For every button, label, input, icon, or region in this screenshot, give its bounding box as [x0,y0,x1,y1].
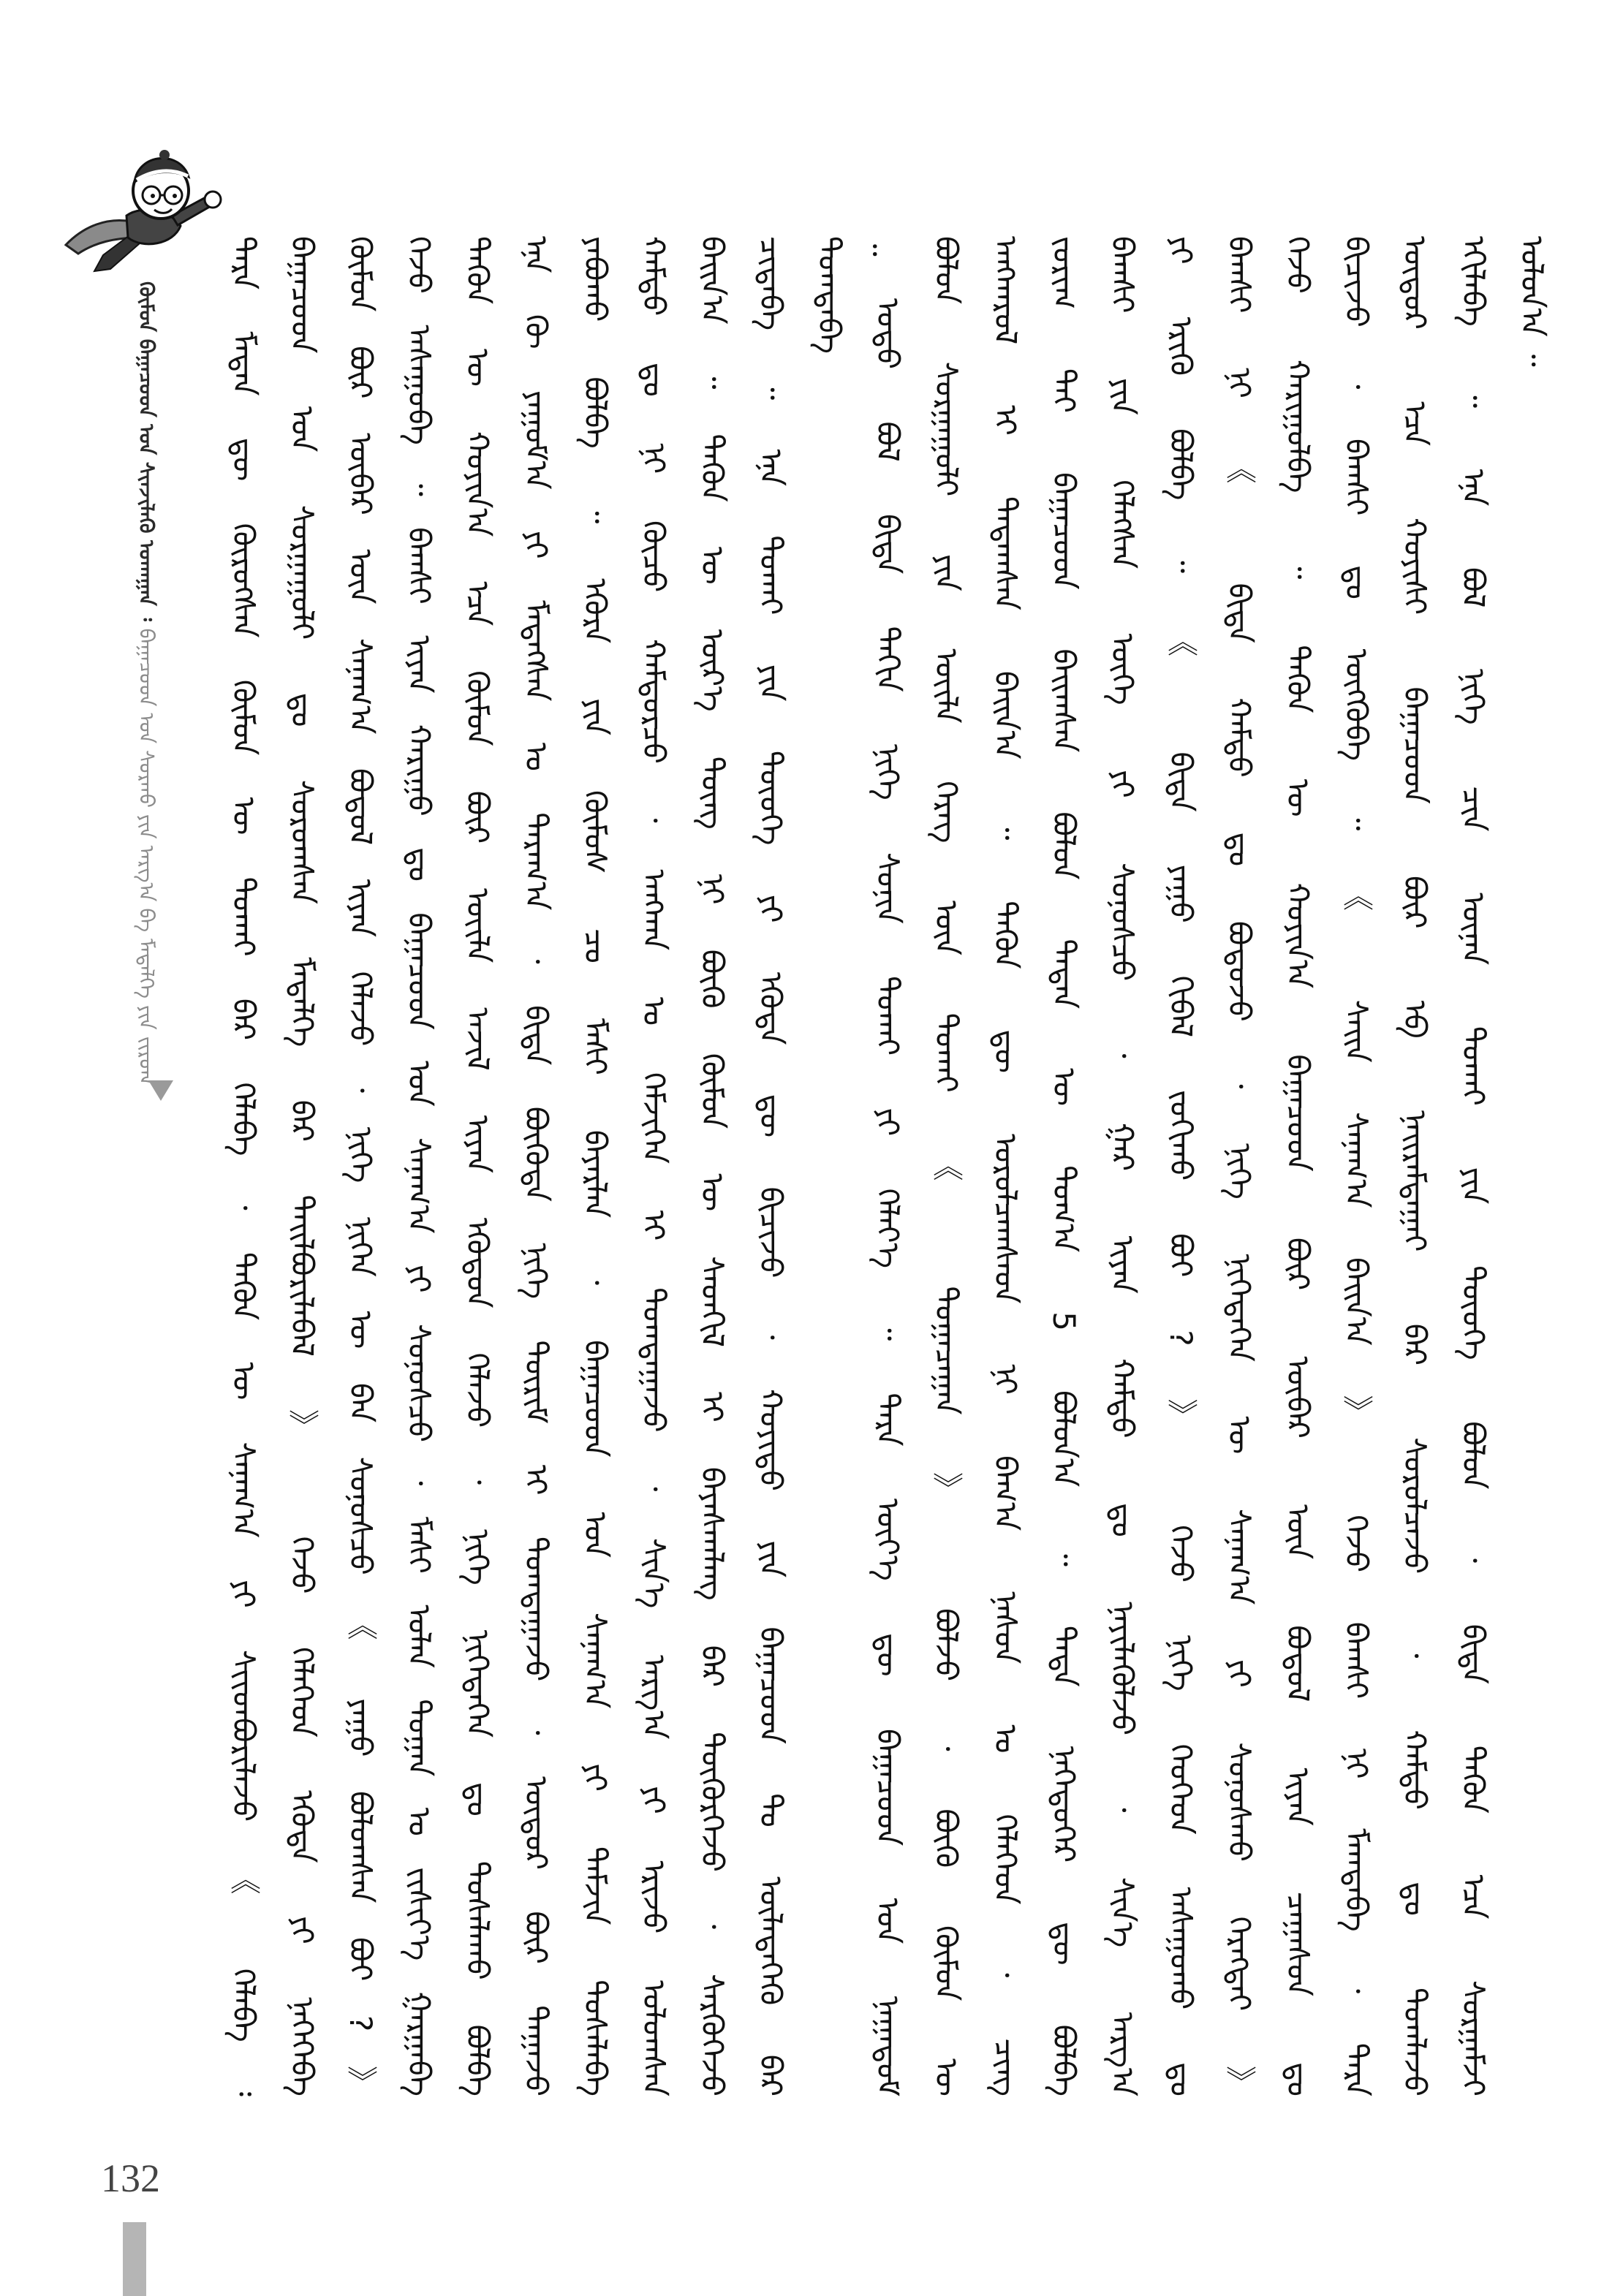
text-column: ᠲᠡᠭᠦᠨ ᠦ ᠬᠣᠶᠢᠨ᠎ᠠ ᠡᠴᠡ ᠬᠦᠮᠦᠨ ᠪᠦᠷ ᠦᠢᠯᠡ ᠠᠵᠢᠯ ᠢᠶᠠᠨ ᠡᠭᠦᠳᠦᠨ ᠬᠡᠯᠡᠵᠦ ᠂ ᠨᠢᠭᠡ ᠨᠢᠭᠡᠳᠡᠭᠡᠨ ᠳᠤ ᠲᠤᠰᠠᠯᠠᠬᠤ ᠪᠣᠯᠪᠠ [460,236,496,2096]
text-column: ᠭᠡᠵᠦ ᠠᠰᠠᠭᠤᠪᠠ ᠃ ᠪᠠᠭᠰᠢ ᠢᠶᠠᠨ ᠬᠠᠷᠢᠭᠤ ᠳᠤ ᠪᠠᠭᠠᠴᠤᠳ ᠤᠨ ᠰᠠᠨᠠᠭ᠎ᠠ ᠶᠢ ᠰᠣᠨᠣᠰᠴᠤ ᠂ ᠮᠠᠰᠢ ᠣᠯᠠᠨ ᠲᠣᠭᠠᠨ ᠤ ᠵᠢᠱᠢᠶ᠎ᠡ ᠭᠠᠷᠭᠠᠪᠠ [401,236,437,2096]
text-column: ᠬᠠᠮᠲᠤ ᠳᠤ ᠨᠢ ᠬᠦᠴᠦ ᠬᠠᠮᠲᠤᠷᠴᠤ ᠂ ᠠᠩᠬᠠᠨ ᠤ ᠬᠡᠮᠵᠢᠭᠡᠨ ᠢ ᠲᠣᠭᠲᠠᠭᠠᠵᠤ ᠂ ᠰᠢᠨ᠎ᠡ ᠠᠷᠭ᠎ᠠ ᠶᠢ ᠡᠷᠢᠵᠦ ᠣᠯᠤᠭᠰᠠᠨ [636,236,672,2096]
text-column-paragraph-start: ᠣᠳᠣ ᠪᠣᠯ ᠪᠢᠳᠡ ᠳᠠᠬᠢᠨ ᠨᠢᠭᠡ ᠰᠣᠨᠢᠨ ᠲᠤᠬᠠᠢ ᠶᠢ ᠬᠡᠯᠡᠶ᠎ᠡ ᠃ ᠲᠡᠷᠡ ᠦᠶ᠎ᠡ ᠳᠦ ᠪᠠᠭᠠᠴᠤᠳ ᠤᠨ ᠨᠠᠭᠠᠳᠤᠮ [870,298,906,2096]
triangle-marker-icon [148,1080,173,1101]
boy-head [133,150,189,219]
text-column: ᠪᠣᠯᠤᠨ ᠰᠤᠷᠭᠠᠭᠤᠯᠢ ᠶᠢᠨ ᠦᠢᠯᠡ ᠬᠡᠷᠡᠭ ᠦᠨ ᠲᠤᠬᠠᠢ 《 ᠲᠣᠭᠠᠴᠠᠭᠠᠨ 》 ᠪᠣᠯᠵᠤ ᠂ ᠪᠦᠬᠦ ᠬᠦᠮᠦᠨ ᠦ [928,236,964,2096]
text-column: ᠵᠣᠷᠢᠭ ᠲᠠᠢ ᠪᠠᠭᠠᠴᠤᠳ ᠪᠠᠢᠭᠰᠠᠨ ᠪᠣᠯᠤᠨ ᠲᠡᠳᠡᠨ ᠦ ᠲᠣᠭ᠎ᠠ 5 ᠪᠣᠯᠤᠨ᠎ᠠ ᠃ ᠲᠡᠳᠡ ᠨᠡᠭᠡᠳᠦᠭᠡᠷ ᠳᠦ ᠪᠣᠯᠪᠠ [1046,236,1082,2096]
text-column: ᠭᠡᠵᠦ ᠬᠠᠷᠢᠭᠤᠯᠪᠠ ᠃ ᠲᠡᠭᠦᠨ ᠦ ᠬᠣᠶᠢᠨ᠎ᠠ ᠪᠠᠭᠠᠴᠤᠳ ᠪᠦᠷ ᠦᠪᠡᠷ ᠦᠨ ᠪᠣᠳᠤᠯ ᠢᠶᠠᠨ ᠴᠠᠭᠠᠰᠤᠨ ᠳᠤ [1280,236,1316,2096]
text-column: ᠪᠠᠭᠰᠢ ᠶᠢᠨ ᠬᠡᠯᠡᠭᠰᠡᠨ ᠦᠭᠡ ᠶᠢ ᠰᠣᠨᠣᠰᠴᠤ ᠂ ᠭᠠᠷ ᠢᠶᠠᠨ ᠬᠠᠮᠲᠤ ᠳᠤ ᠨᠡᠶᠢᠯᠡᠭᠦᠯᠵᠦ ᠂ ᠰᠢᠨ᠎ᠡ ᠠᠷᠭ᠎ᠠ [1105,236,1140,2096]
text-column: ᠬᠦᠮᠦᠨ ᠪᠦᠷ ᠦᠪᠡᠷ ᠦᠨ ᠰᠠᠨᠠᠭ᠎ᠠ ᠪᠣᠳᠤᠯ ᠢᠶᠠᠨ ᠬᠡᠯᠡᠵᠦ ᠂ ᠨᠢᠭᠡ ᠨᠢᠭᠡᠨ ᠦ ᠪᠡᠨ ᠰᠣᠨᠣᠰᠴᠤ 《 ᠶᠠᠭᠤ ᠪᠣᠯᠤᠭᠰᠠᠨ ᠪᠤᠢ ? 》 [343,236,379,2096]
page-edge-tab [123,2222,146,2296]
text-column: ᠪᠠᠢᠨ᠎ᠠ ᠃ ᠲᠡᠭᠦᠨ ᠦ ᠦᠷ᠎ᠡ ᠳᠦᠩ ᠨᠢ ᠪᠦᠬᠦ ᠬᠦᠮᠦᠨ ᠦ ᠰᠡᠳᠬᠢᠯ ᠢ ᠪᠠᠶᠠᠰᠬᠠᠯᠠᠩ ᠪᠠᠷ ᠳᠦᠭᠦᠷᠭᠡᠵᠦ ᠂ ᠰᠡᠷᠭᠦᠭᠡᠵᠦ [695,236,730,2096]
text-column: ᠴᠢᠳᠠᠪᠠ ᠃ ᠡᠨᠡ ᠲᠤᠬᠠᠢ ᠶᠢᠨ ᠲᠦᠦᠬᠡ ᠶᠢ ᠡᠭᠦᠳᠡ ᠳᠦ ᠪᠢᠴᠢᠵᠦ ᠂ ᠬᠣᠶᠢᠲᠤ ᠶᠢᠨ ᠪᠠᠭᠠᠴᠤᠳ ᠲᠤ ᠦᠯᠡᠳᠡᠭᠡᠬᠦ ᠪᠡᠷ [753,236,789,2096]
text-column: ᠪᠢᠴᠢᠵᠦ ᠂ ᠪᠠᠭᠰᠢ ᠳᠤ ᠥᠭᠭᠦᠪᠡ ᠃ 《 ᠰᠠᠢᠨ ᠰᠠᠨᠠᠭ᠎ᠠ ᠪᠠᠢᠨ᠎ᠠ 》 ᠭᠡᠵᠦ ᠪᠠᠭᠰᠢ ᠨᠢ ᠮᠠᠭᠲᠠᠪᠠ ᠂ ᠲᠡᠷᠡ [1339,236,1374,2096]
running-header [132,281,161,1086]
page-number: 132 [101,2156,160,2200]
text-column: ᠡᠬᠢᠯᠡᠪᠡ ᠃ ᠡᠨᠡ ᠪᠣᠯ ᠨᠢᠭᠡ ᠴᠢᠨ ᠦᠨᠡᠨ ᠲᠤᠬᠠᠢ ᠶᠢᠨ ᠲᠦᠦᠬᠡ ᠪᠣᠯᠤᠨ ᠂ ᠪᠢᠳᠡ ᠲᠡᠭᠦᠨ ᠡᠴᠡ ᠰᠤᠷᠭᠠᠮᠵᠢ [1456,236,1491,2096]
text-column-paragraph-end: ᠲᠣᠭᠲᠠᠪᠠ ᠃ [812,236,891,354]
text-column: ᠶᠢ ᠡᠷᠢᠬᠦ ᠪᠣᠯᠪᠠ ᠃ 《 ᠪᠢᠳᠡ ᠶᠠᠭᠤ ᠬᠢᠪᠡᠯ ᠵᠣᠬᠢᠬᠤ ᠪᠤᠢ ? 》 ᠭᠡᠵᠦ ᠨᠢᠭᠡ ᠬᠡᠦᠬᠡᠳ ᠠᠰᠠᠭᠤᠬᠤ ᠳᠤ [1163,236,1199,2096]
text-column: ᠡᠨᠡ ᠬᠦ ᠶᠠᠭᠤᠮ᠎ᠠ ᠶᠢ ᠮᠡᠳᠡᠭᠰᠡᠨ ᠤ ᠳᠠᠷᠠᠭ᠎ᠠ ᠂ ᠪᠢᠳᠡ ᠪᠦᠭᠦᠳᠡ ᠨᠢᠭᠡ ᠳᠦᠷᠢᠮ ᠢ ᠲᠣᠭᠲᠠᠭᠠᠵᠤ ᠂ ᠦᠳᠦᠷ ᠪᠦᠷ ᠳᠠᠭᠠᠵᠤ [518,236,554,2096]
text-column-paragraph-end: ᠣᠯᠤᠨ᠎ᠠ ᠃ [1514,236,1550,367]
text-column: ᠶᠠᠪᠤᠬᠤ ᠪᠣᠯᠪᠠ ᠃ ᠡᠭᠦᠷᠡ ᠶᠢᠨ ᠬᠦᠮᠦᠰ ᠴᠤ ᠮᠠᠰᠢ ᠪᠠᠶᠠᠷᠯᠠᠨ ᠂ ᠪᠠᠭᠠᠴᠤᠳ ᠤᠨ ᠰᠠᠨᠠᠭ᠎ᠠ ᠶᠢ ᠳᠡᠮᠵᠢᠨ ᠲᠤᠰᠠᠯᠠᠪᠠ [578,236,613,2096]
text-column: ᠪᠠᠭᠰᠢ ᠨᠢ 《 ᠪᠢᠳᠡ ᠬᠠᠮᠲᠤ ᠳᠤ ᠪᠣᠳᠣᠵᠤ ᠂ ᠨᠢᠭᠡ ᠨᠢᠭᠡᠳᠡᠭᠡᠨ ᠦ ᠰᠠᠨᠠᠭ᠎ᠠ ᠶᠢ ᠰᠣᠨᠣᠰᠬᠤ ᠬᠡᠷᠡᠭᠲᠡᠢ 》 [1222,236,1257,2096]
text-column: ᠦᠳᠦᠷ ᠡᠴᠡ ᠬᠣᠶᠢᠰᠢ ᠪᠠᠭᠠᠴᠤᠳ ᠪᠦᠷ ᠡᠪ ᠨᠠᠢᠷᠠᠮᠳᠠᠭᠠᠢ ᠪᠠᠷ ᠰᠤᠷᠤᠯᠴᠠᠵᠤ ᠂ ᠬᠠᠮᠲᠤ ᠳᠤ ᠲᠣᠭᠯᠠᠵᠤ [1397,236,1433,2096]
flying-boy-illustration [62,135,230,281]
text-column: ᠪᠠᠭᠠᠴᠤᠳ ᠤᠨ ᠰᠤᠷᠭᠠᠭᠤᠯᠢ ᠳᠤ ᠰᠤᠷᠤᠭᠰᠠᠨ ᠮᠡᠳᠡᠯᠭᠡ ᠪᠡᠷ ᠲᠠᠢᠯᠪᠤᠷᠢᠯᠠᠪᠠᠯ 》 ᠭᠡᠵᠦ ᠬᠡᠯᠡᠭᠡᠳ ᠡᠭᠦᠳᠡ ᠶᠢ ᠨᠡᠭᠡᠭᠡᠪᠡ [284,236,320,2096]
text-column: ᠲᠡᠷᠡ ᠮᠡᠳᠡᠨ ᠳᠦ ᠬᠦᠷᠦᠭᠰᠡᠨ ᠬᠦᠮᠦᠨ ᠦ ᠲᠤᠬᠠᠢ ᠪᠡᠷ ᠬᠡᠯᠡᠪᠡ ᠂ ᠲᠡᠭᠦᠨ ᠦ ᠰᠠᠨᠠᠭ᠎ᠠ ᠶᠢ ᠰᠢᠢᠳᠪᠦᠷᠢᠯᠡᠵᠦ 《 ᠬᠡᠯᠡᠪᠡ ᠄ [226,236,262,2096]
text-column: ᠠᠩᠬᠠᠷᠤᠯ ᠢ ᠲᠠᠲᠠᠭᠰᠠᠨ ᠪᠠᠢᠨ᠎ᠠ ᠃ ᠲᠡᠭᠦᠨ ᠳᠦ ᠣᠷᠣᠯᠴᠠᠭᠰᠠᠳ ᠨᠢ ᠪᠠᠭ᠎ᠠ ᠨᠠᠰᠤᠨ ᠤ ᠬᠡᠯᠡᠭᠡᠳ ᠂ ᠴᠢᠩ [988,236,1024,2096]
running-header-title: ᠬᠦᠮᠦᠨ ᠪᠠᠭᠠᠴᠤᠳ ᠤᠨ ᠰᠢᠨᠵᠢᠯᠡᠬᠦ ᠤᠬᠠᠭᠠᠨ ᠄ [135,281,159,629]
running-header-subtitle: ᠪᠠᠭᠠᠴᠤᠳ ᠤᠨ ᠰᠤᠷᠬᠤ ᠶᠢᠨ ᠠᠷᠭ᠎ᠠ ᠪᠠ ᠮᠡᠳᠡᠯᠭᠡ ᠶᠢᠨ ᠵᠢᠷᠤᠭ [135,628,159,1086]
